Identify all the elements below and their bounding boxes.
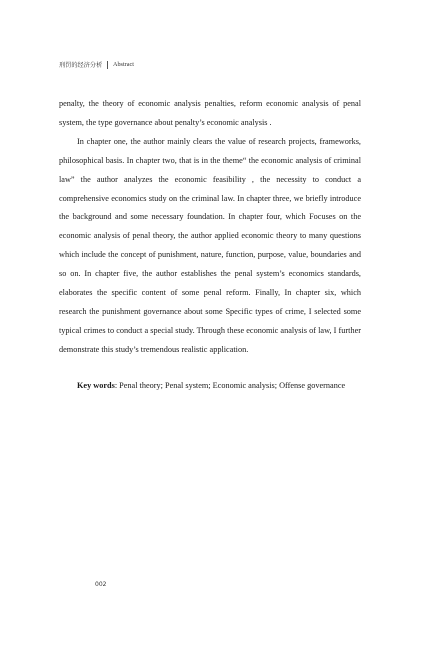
keywords-line	[59, 377, 361, 396]
header-divider	[107, 61, 108, 69]
book-title: 刑罚的经济分析	[59, 62, 103, 69]
keywords-label: Key words	[77, 380, 115, 390]
paragraph-chapters: In chapter one, the author mainly clears the value of research projects, frameworks, philosophical basis. In chapter two, that is in the theme“ the economic analysis of criminal law” the author analyzes the economic feasibility , the necessity to conduct a comprehensive economics study on the criminal law. In chapter three, we briefly introduce the background and some necessary foundation. In chapter four, which Focuses on the economic analysis of penal theory, the author applied economic theory to many questions which include the concept of punishment, nature, function, purpose, value, boundaries and so on. In chapter five, the author establishes the penal system’s economics standards, elaborates the specific content of some penal reform. Finally, In chapter six, which research the punishment governance about some Specific types of crime, I selected some typical crimes to conduct a special study. Through these economic analysis of law, I further demonstrate this study’s tremendous realistic application.	[59, 136, 361, 354]
keywords-text: : Penal theory; Penal system; Economic analysis; Offense governance	[114, 380, 346, 390]
section-title: Abstract	[113, 61, 134, 68]
abstract-body	[59, 95, 361, 396]
paragraph-continuation: penalty, the theory of economic analysis penalties, reform economic analysis of penal system, the type governance about penalty’s economic analysis .	[59, 99, 361, 127]
page-number: 002	[95, 581, 107, 588]
running-header	[59, 60, 134, 69]
